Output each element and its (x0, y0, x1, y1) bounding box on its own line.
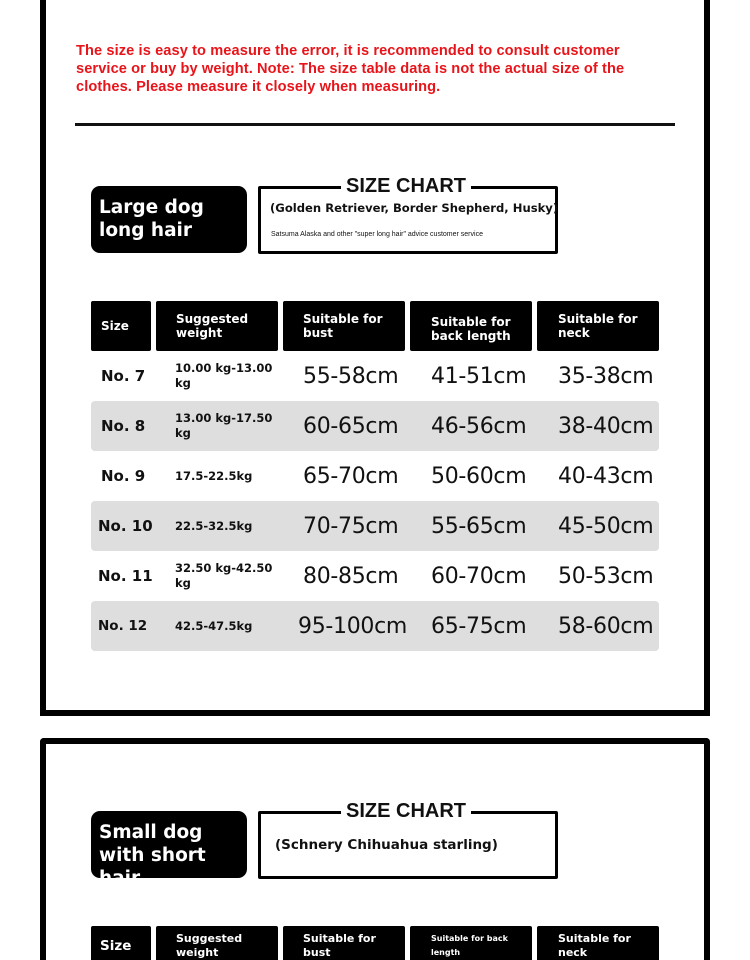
table-row (91, 351, 659, 401)
cell-bust: 60-65cm (303, 413, 399, 439)
cell-weight: 17.5-22.5kg (175, 468, 253, 483)
breed-list: (Schnery Chihuahua starling) (275, 837, 498, 853)
table-row (91, 601, 659, 651)
long-hair-note: Satsuma Alaska and other "super long hair" advice customer service (271, 231, 483, 238)
table-row (91, 501, 659, 551)
cell-size: No. 11 (98, 567, 153, 585)
cell-neck: 58-60cm (558, 613, 654, 639)
table-row (91, 401, 659, 451)
cell-weight: 42.5-47.5kg (175, 618, 253, 633)
cell-size: No. 12 (98, 618, 148, 634)
divider (75, 123, 675, 126)
cell-weight: 10.00 kg-13.00 kg (175, 361, 273, 390)
dog-type-badge-large (91, 186, 247, 253)
header-back-length: Suitable for back length (410, 926, 532, 960)
table-header (91, 926, 659, 960)
size-chart-label-box (258, 175, 559, 254)
dog-type-line-1: Small dog (99, 822, 203, 843)
table-row (91, 451, 659, 501)
cell-weight: 32.50 kg-42.50 kg (175, 561, 273, 590)
size-chart-label-box (258, 800, 558, 879)
breed-list: (Golden Retriever, Border Shepherd, Husky) (270, 201, 559, 215)
header-bust: Suitable for bust (283, 926, 405, 960)
header-size: Size (91, 926, 151, 960)
cell-weight: 13.00 kg-17.50 kg (175, 411, 273, 440)
cell-size: No. 10 (98, 517, 153, 535)
cell-back-length: 65-75cm (431, 613, 527, 639)
cell-back-length: 50-60cm (431, 463, 527, 489)
cell-weight: 22.5-32.5kg (175, 518, 253, 533)
size-table-small (91, 926, 659, 960)
table-row (91, 551, 659, 601)
cell-back-length: 46-56cm (431, 413, 527, 439)
measurement-notice: The size is easy to measure the error, it is recommended to consult customer service or buy by weight. Note: The size table data is not the actual size of the clothes. Please measure it closely when measuring. (76, 43, 625, 95)
dog-type-line-1: Large dog (99, 197, 204, 218)
cell-neck: 45-50cm (558, 513, 654, 539)
cell-bust: 70-75cm (303, 513, 399, 539)
dog-type-line-2: with short hair (99, 845, 206, 889)
cell-bust: 65-70cm (303, 463, 399, 489)
header-neck: Suitable for neck (537, 926, 659, 960)
size-table-large (91, 301, 659, 639)
header-size: Size (91, 301, 151, 351)
cell-neck: 40-43cm (558, 463, 654, 489)
cell-back-length: 41-51cm (431, 363, 527, 389)
cell-bust: 55-58cm (303, 363, 399, 389)
cell-back-length: 55-65cm (431, 513, 527, 539)
size-chart-title: SIZE CHART (341, 175, 471, 197)
cell-size: No. 9 (101, 467, 146, 485)
cell-neck: 35-38cm (558, 363, 654, 389)
cell-neck: 38-40cm (558, 413, 654, 439)
header-weight: Suggested weight (156, 926, 278, 960)
size-chart-title: SIZE CHART (341, 800, 471, 822)
cell-neck: 50-53cm (558, 563, 654, 589)
table-header (91, 301, 659, 351)
dog-type-line-2: long hair (99, 220, 193, 241)
dog-type-badge-small (91, 811, 247, 889)
cell-size: No. 8 (101, 417, 146, 435)
cell-size: No. 7 (101, 367, 146, 385)
cell-bust: 80-85cm (303, 563, 399, 589)
cell-back-length: 60-70cm (431, 563, 527, 589)
header-back-length: Suitable for back length (410, 301, 532, 351)
header-bust: Suitable for bust (283, 301, 405, 351)
header-weight: Suggested weight (156, 301, 278, 351)
cell-bust: 95-100cm (298, 613, 408, 639)
header-neck: Suitable for neck (537, 301, 659, 351)
